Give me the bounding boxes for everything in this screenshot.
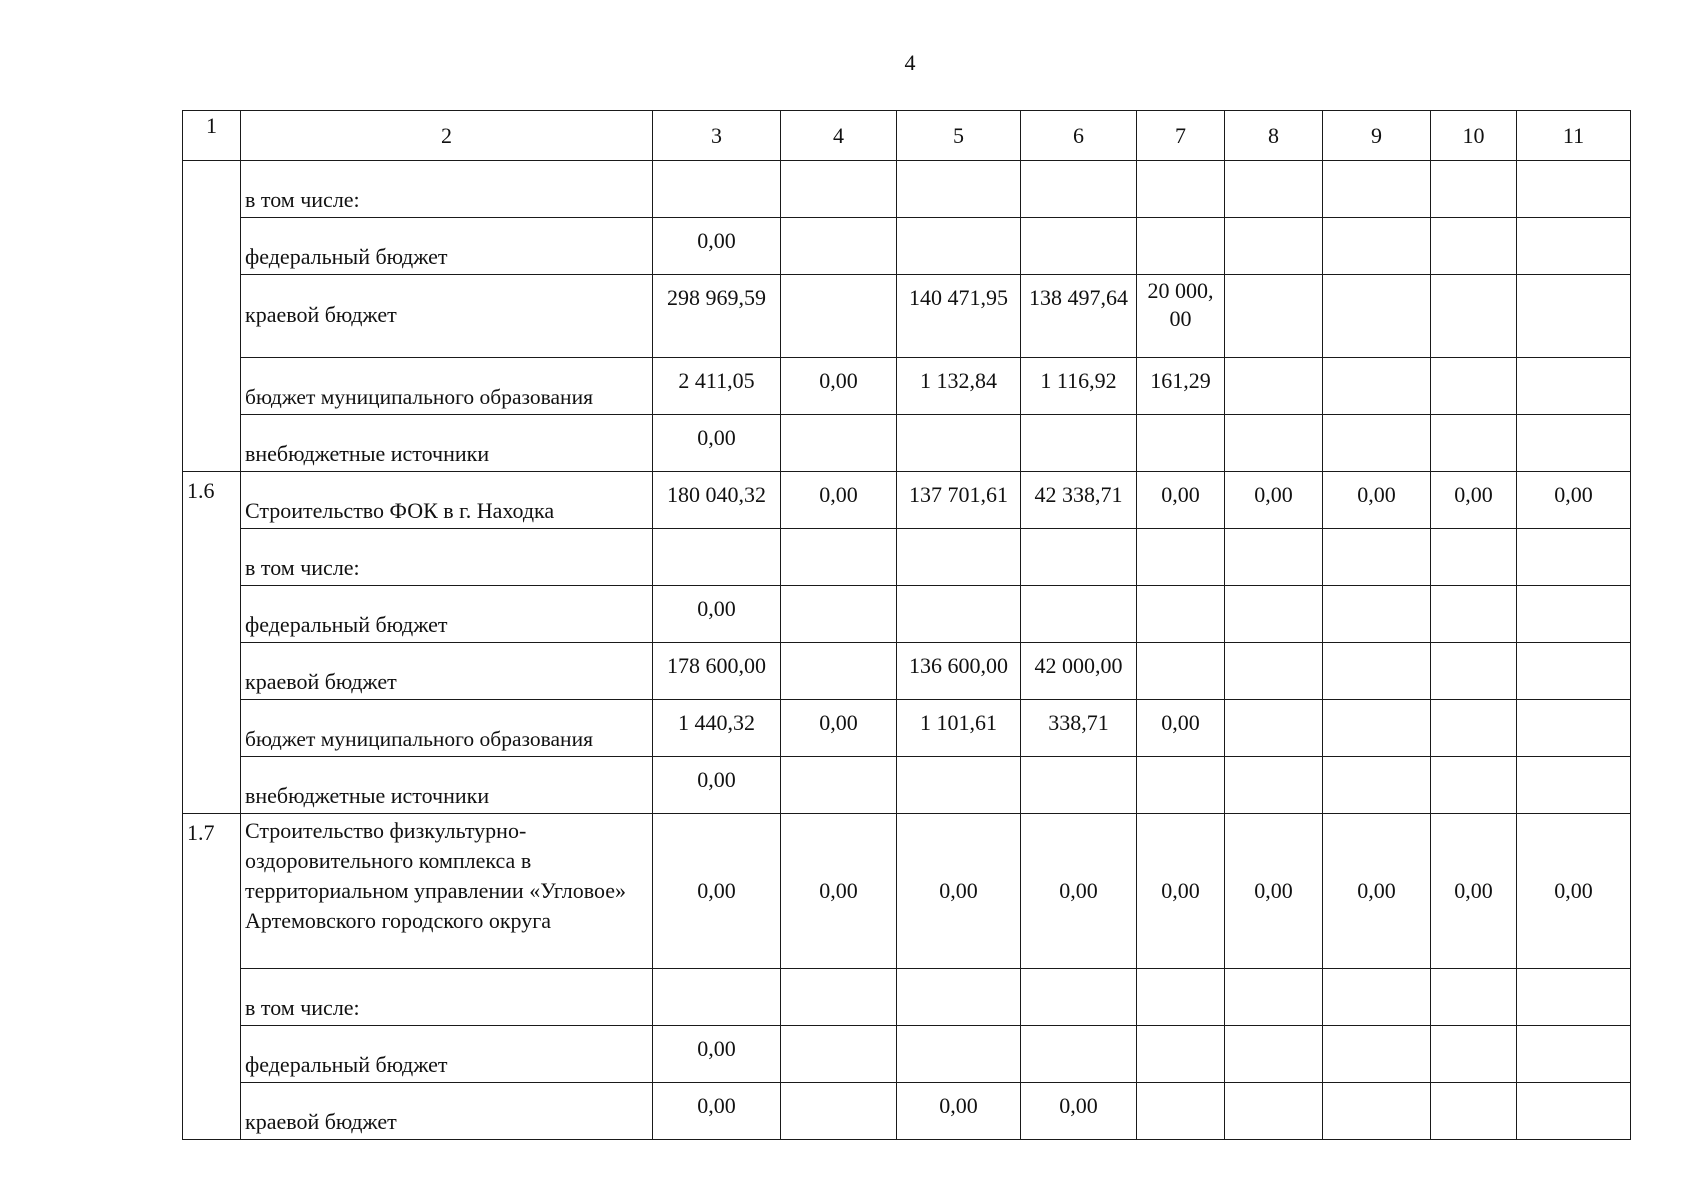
cell-col-3: 0,00 xyxy=(653,1083,781,1140)
index-cell xyxy=(183,161,241,472)
cell-col-6: 0,00 xyxy=(1021,1083,1137,1140)
cell-col-5 xyxy=(897,1026,1021,1083)
cell-col-8: 0,00 xyxy=(1225,814,1323,969)
cell-col-6: 338,71 xyxy=(1021,700,1137,757)
cell-col-9 xyxy=(1323,643,1431,700)
cell-col-10 xyxy=(1431,275,1517,358)
cell-col-8 xyxy=(1225,161,1323,218)
cell-col-6 xyxy=(1021,969,1137,1026)
cell-col-8 xyxy=(1225,1026,1323,1083)
row-label: внебюджетные источники xyxy=(241,757,653,814)
cell-col-7: 161,29 xyxy=(1137,358,1225,415)
cell-col-7 xyxy=(1137,757,1225,814)
cell-col-4 xyxy=(781,586,897,643)
cell-col-11 xyxy=(1517,586,1631,643)
cell-col-6 xyxy=(1021,218,1137,275)
table-row xyxy=(183,161,1631,218)
cell-col-11 xyxy=(1517,969,1631,1026)
cell-col-5 xyxy=(897,161,1021,218)
cell-col-5: 140 471,95 xyxy=(897,275,1021,358)
cell-col-8 xyxy=(1225,643,1323,700)
cell-col-4 xyxy=(781,757,897,814)
table-row xyxy=(183,275,1631,358)
cell-col-4 xyxy=(781,218,897,275)
cell-col-10 xyxy=(1431,586,1517,643)
cell-col-7 xyxy=(1137,161,1225,218)
cell-col-5 xyxy=(897,529,1021,586)
cell-col-6: 42 338,71 xyxy=(1021,472,1137,529)
header-cell-10: 10 xyxy=(1431,111,1517,161)
cell-col-5 xyxy=(897,586,1021,643)
cell-col-9 xyxy=(1323,415,1431,472)
cell-col-4 xyxy=(781,529,897,586)
cell-col-5: 1 101,61 xyxy=(897,700,1021,757)
cell-col-3 xyxy=(653,161,781,218)
cell-col-11 xyxy=(1517,161,1631,218)
cell-col-9 xyxy=(1323,1083,1431,1140)
table-row xyxy=(183,218,1631,275)
cell-col-11 xyxy=(1517,1026,1631,1083)
cell-col-7: 20 000, 00 xyxy=(1137,275,1225,358)
cell-col-11 xyxy=(1517,700,1631,757)
cell-col-4 xyxy=(781,643,897,700)
cell-col-4: 0,00 xyxy=(781,814,897,969)
cell-col-10 xyxy=(1431,358,1517,415)
cell-col-11 xyxy=(1517,1083,1631,1140)
cell-col-11 xyxy=(1517,643,1631,700)
row-label: бюджет муниципального образования xyxy=(241,700,653,757)
cell-col-5 xyxy=(897,757,1021,814)
header-row xyxy=(183,111,1631,161)
cell-col-6: 42 000,00 xyxy=(1021,643,1137,700)
row-label: федеральный бюджет xyxy=(241,1026,653,1083)
cell-col-11 xyxy=(1517,218,1631,275)
cell-col-5: 136 600,00 xyxy=(897,643,1021,700)
cell-col-11 xyxy=(1517,275,1631,358)
cell-col-8 xyxy=(1225,529,1323,586)
cell-col-7 xyxy=(1137,415,1225,472)
cell-col-9 xyxy=(1323,700,1431,757)
cell-col-10: 0,00 xyxy=(1431,472,1517,529)
header-cell-2: 2 xyxy=(241,111,653,161)
cell-col-6: 0,00 xyxy=(1021,814,1137,969)
header-cell-9: 9 xyxy=(1323,111,1431,161)
cell-col-7 xyxy=(1137,969,1225,1026)
table-row xyxy=(183,415,1631,472)
cell-col-10 xyxy=(1431,643,1517,700)
cell-col-8 xyxy=(1225,969,1323,1026)
header-cell-3: 3 xyxy=(653,111,781,161)
cell-col-3: 0,00 xyxy=(653,586,781,643)
index-cell: 1.7 xyxy=(183,814,241,1140)
row-label: в том числе: xyxy=(241,529,653,586)
header-cell-6: 6 xyxy=(1021,111,1137,161)
cell-col-4 xyxy=(781,1026,897,1083)
cell-col-11 xyxy=(1517,415,1631,472)
cell-col-4 xyxy=(781,161,897,218)
cell-col-7 xyxy=(1137,586,1225,643)
cell-col-8 xyxy=(1225,1083,1323,1140)
cell-col-8 xyxy=(1225,586,1323,643)
cell-col-9 xyxy=(1323,586,1431,643)
cell-col-5 xyxy=(897,415,1021,472)
table-row xyxy=(183,757,1631,814)
cell-col-4: 0,00 xyxy=(781,472,897,529)
cell-col-3: 0,00 xyxy=(653,1026,781,1083)
cell-col-5 xyxy=(897,969,1021,1026)
page-number: 4 xyxy=(904,50,916,75)
cell-col-8 xyxy=(1225,218,1323,275)
cell-col-3: 0,00 xyxy=(653,218,781,275)
cell-col-7 xyxy=(1137,1083,1225,1140)
row-label: в том числе: xyxy=(241,161,653,218)
cell-col-11 xyxy=(1517,529,1631,586)
cell-col-7 xyxy=(1137,218,1225,275)
table-row xyxy=(183,643,1631,700)
cell-col-4 xyxy=(781,415,897,472)
table-row xyxy=(183,472,1631,529)
cell-col-10 xyxy=(1431,161,1517,218)
cell-col-9 xyxy=(1323,275,1431,358)
cell-col-8: 0,00 xyxy=(1225,472,1323,529)
table-row xyxy=(183,814,1631,969)
cell-col-10 xyxy=(1431,757,1517,814)
cell-col-6 xyxy=(1021,161,1137,218)
cell-col-5 xyxy=(897,218,1021,275)
cell-col-10 xyxy=(1431,1026,1517,1083)
header-cell-11: 11 xyxy=(1517,111,1631,161)
cell-col-10 xyxy=(1431,700,1517,757)
cell-col-7 xyxy=(1137,1026,1225,1083)
cell-col-8 xyxy=(1225,415,1323,472)
cell-col-9 xyxy=(1323,358,1431,415)
cell-col-8 xyxy=(1225,275,1323,358)
cell-col-8 xyxy=(1225,700,1323,757)
cell-col-7: 0,00 xyxy=(1137,472,1225,529)
header-cell-7: 7 xyxy=(1137,111,1225,161)
cell-col-8 xyxy=(1225,757,1323,814)
header-cell-4: 4 xyxy=(781,111,897,161)
row-label: федеральный бюджет xyxy=(241,586,653,643)
cell-col-9 xyxy=(1323,969,1431,1026)
index-cell: 1.6 xyxy=(183,472,241,814)
cell-col-5: 1 132,84 xyxy=(897,358,1021,415)
cell-col-10 xyxy=(1431,529,1517,586)
row-label: бюджет муниципального образования xyxy=(241,358,653,415)
cell-col-9: 0,00 xyxy=(1323,472,1431,529)
cell-col-6 xyxy=(1021,415,1137,472)
cell-col-10 xyxy=(1431,218,1517,275)
cell-col-3: 1 440,32 xyxy=(653,700,781,757)
cell-col-9: 0,00 xyxy=(1323,814,1431,969)
table-row xyxy=(183,1083,1631,1140)
cell-col-5: 0,00 xyxy=(897,814,1021,969)
cell-col-6 xyxy=(1021,1026,1137,1083)
cell-col-4 xyxy=(781,1083,897,1140)
cell-col-10: 0,00 xyxy=(1431,814,1517,969)
row-label: внебюджетные источники xyxy=(241,415,653,472)
table-row xyxy=(183,529,1631,586)
row-label: краевой бюджет xyxy=(241,643,653,700)
cell-col-11: 0,00 xyxy=(1517,472,1631,529)
cell-col-3: 0,00 xyxy=(653,415,781,472)
cell-col-11: 0,00 xyxy=(1517,814,1631,969)
cell-col-9 xyxy=(1323,161,1431,218)
cell-col-4 xyxy=(781,969,897,1026)
table-row xyxy=(183,1026,1631,1083)
cell-col-3: 2 411,05 xyxy=(653,358,781,415)
cell-col-10 xyxy=(1431,1083,1517,1140)
cell-col-7 xyxy=(1137,529,1225,586)
row-label: в том числе: xyxy=(241,969,653,1026)
table-row xyxy=(183,969,1631,1026)
cell-col-6: 138 497,64 xyxy=(1021,275,1137,358)
cell-col-11 xyxy=(1517,358,1631,415)
table-row xyxy=(183,586,1631,643)
table-row xyxy=(183,358,1631,415)
cell-col-7 xyxy=(1137,643,1225,700)
row-label: федеральный бюджет xyxy=(241,218,653,275)
cell-col-10 xyxy=(1431,969,1517,1026)
cell-col-4 xyxy=(781,275,897,358)
cell-col-3: 0,00 xyxy=(653,757,781,814)
cell-col-9 xyxy=(1323,757,1431,814)
cell-col-3 xyxy=(653,529,781,586)
budget-table xyxy=(182,110,1631,1140)
cell-col-3: 180 040,32 xyxy=(653,472,781,529)
cell-col-7: 0,00 xyxy=(1137,700,1225,757)
row-label: краевой бюджет xyxy=(241,275,653,358)
row-label: краевой бюджет xyxy=(241,1083,653,1140)
cell-col-9 xyxy=(1323,218,1431,275)
cell-col-3: 178 600,00 xyxy=(653,643,781,700)
header-cell-1: 1 xyxy=(183,111,241,161)
row-label: Строительство физкультурно-оздоровительного комплекса в территориальном управлении «Угловое» Артемовского городского округа xyxy=(241,814,653,969)
cell-col-11 xyxy=(1517,757,1631,814)
row-label: Строительство ФОК в г. Находка xyxy=(241,472,653,529)
cell-col-6 xyxy=(1021,529,1137,586)
cell-col-3: 298 969,59 xyxy=(653,275,781,358)
table-row xyxy=(183,700,1631,757)
cell-col-5: 0,00 xyxy=(897,1083,1021,1140)
cell-col-4: 0,00 xyxy=(781,358,897,415)
cell-col-7: 0,00 xyxy=(1137,814,1225,969)
header-cell-8: 8 xyxy=(1225,111,1323,161)
header-cell-5: 5 xyxy=(897,111,1021,161)
cell-col-9 xyxy=(1323,1026,1431,1083)
cell-col-3 xyxy=(653,969,781,1026)
cell-col-5: 137 701,61 xyxy=(897,472,1021,529)
cell-col-4: 0,00 xyxy=(781,700,897,757)
cell-col-6 xyxy=(1021,586,1137,643)
cell-col-6: 1 116,92 xyxy=(1021,358,1137,415)
cell-col-10 xyxy=(1431,415,1517,472)
cell-col-3: 0,00 xyxy=(653,814,781,969)
cell-col-8 xyxy=(1225,358,1323,415)
cell-col-6 xyxy=(1021,757,1137,814)
cell-col-9 xyxy=(1323,529,1431,586)
